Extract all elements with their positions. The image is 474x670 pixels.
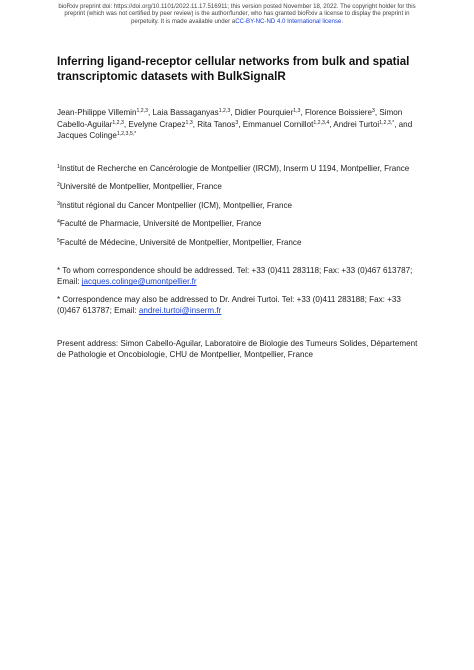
affiliation-text: Université de Montpellier, Montpellier, France [59, 182, 222, 192]
paper-title: Inferring ligand-receptor cellular networks from bulk and spatial transcriptomic datasets with BulkSignalR [57, 55, 410, 84]
affiliation-item [57, 237, 421, 248]
front-matter [57, 54, 421, 360]
author-name: Evelyne Crapez [128, 119, 186, 129]
author-name: Jean-Philippe Villemin [57, 108, 137, 118]
header-line-3-prefix: perpetuity. It is made available under a [130, 17, 236, 25]
correspondence-text: * Correspondence may also be addressed to Dr. Andrei Turtoi. Tel: +33 (0)411 283188; Fax: +33 (0)467 613787; Email: [57, 295, 401, 316]
author-affiliation-marker: 1,2,3,5,* [116, 131, 137, 138]
author-separator: , [329, 119, 334, 129]
affiliation-text: Faculté de Médecine, Université de Montpellier, Montpellier, France [59, 238, 302, 247]
author-affiliation-marker: 1,2,3 [112, 119, 124, 126]
affiliation-item [57, 181, 421, 192]
affiliation-number: 5 [57, 237, 60, 244]
affiliation-number: 3 [57, 200, 60, 207]
author-name: Andrei Turtoi [333, 119, 380, 129]
author-separator: , [374, 108, 380, 118]
author-affiliation-marker: 1,2,3,4 [313, 119, 330, 126]
author-affiliation-marker: 1,2,3 [218, 108, 231, 115]
header-line-2: preprint (which was not certified by peer review) is the author/funder, who has granted bioRxiv a license to display the preprint in [64, 10, 410, 18]
header-line-1: bioRxiv preprint doi: https://doi.org/10.1101/2022.11.17.516911; this version posted November 18, 2022. The copyright holder for this [58, 3, 416, 10]
author-separator: , [300, 108, 305, 118]
author-separator: , [148, 108, 153, 118]
biorxiv-header [40, 3, 434, 25]
affiliation-number: 1 [57, 163, 60, 170]
author-list [57, 107, 421, 141]
author-affiliation-marker: 1,3 [293, 108, 301, 115]
correspondence-text: * To whom correspondence should be addressed. Tel: +33 (0)411 283118; Fax: +33 (0)467 613787; Email: [57, 266, 413, 287]
affiliation-text: Institut régional du Cancer Montpellier (ICM), Montpellier, France [59, 200, 293, 210]
affiliation-text: Faculté de Pharmacie, Université de Montpellier, France [59, 219, 262, 229]
author-affiliation-marker: 1,2,3 [136, 108, 149, 115]
author-name: Emmanuel Cornillot [242, 119, 314, 129]
correspondence-block [57, 265, 421, 317]
affiliation-text: Institut de Recherche en Cancérologie de Montpellier (IRCM), Inserm U 1194, Montpellier, France [59, 163, 410, 173]
author-affiliation-marker: 3 [371, 108, 375, 115]
present-address: Present address: Simon Cabello-Aguilar, Laboratoire de Biologie des Tumeurs Solides, Département de Pathologie et Oncobiologie, CHU de Montpellier, Montpellier, France [57, 338, 418, 360]
author-name: Jacques Colinge [57, 131, 117, 141]
author-separator: , [238, 119, 243, 129]
email-link[interactable]: jacques.colinge@umontpellier.fr [81, 277, 197, 287]
author-separator: , [192, 119, 198, 129]
affiliation-list [57, 163, 421, 248]
author-name: Didier Pourquier [234, 108, 294, 118]
author-separator: , and [394, 119, 413, 129]
affiliation-number: 4 [57, 219, 60, 226]
affiliation-item [57, 163, 421, 174]
header-line-3-suffix: . [341, 17, 344, 25]
author-separator: , [123, 119, 129, 129]
affiliation-item [57, 200, 421, 211]
email-link[interactable]: andrei.turtoi@inserm.fr [138, 306, 222, 316]
author-name: Simon Cabello-Aguilar [57, 108, 403, 129]
author-affiliation-marker: 1,3 [185, 119, 193, 126]
license-link[interactable]: CC-BY-NC-ND 4.0 International license [235, 17, 342, 25]
affiliation-item [57, 218, 421, 229]
affiliation-number: 2 [57, 182, 60, 189]
author-separator: , [230, 108, 235, 118]
author-name: Florence Boissiere [304, 108, 372, 118]
author-affiliation-marker: 3 [235, 119, 239, 126]
correspondence-note [57, 294, 421, 317]
author-name: Laia Bassaganyas [152, 108, 219, 118]
correspondence-note [57, 265, 421, 288]
header-line-3 [40, 18, 434, 25]
author-name: Rita Tanos [197, 119, 236, 129]
author-affiliation-marker: 1,2,3,* [379, 119, 395, 126]
